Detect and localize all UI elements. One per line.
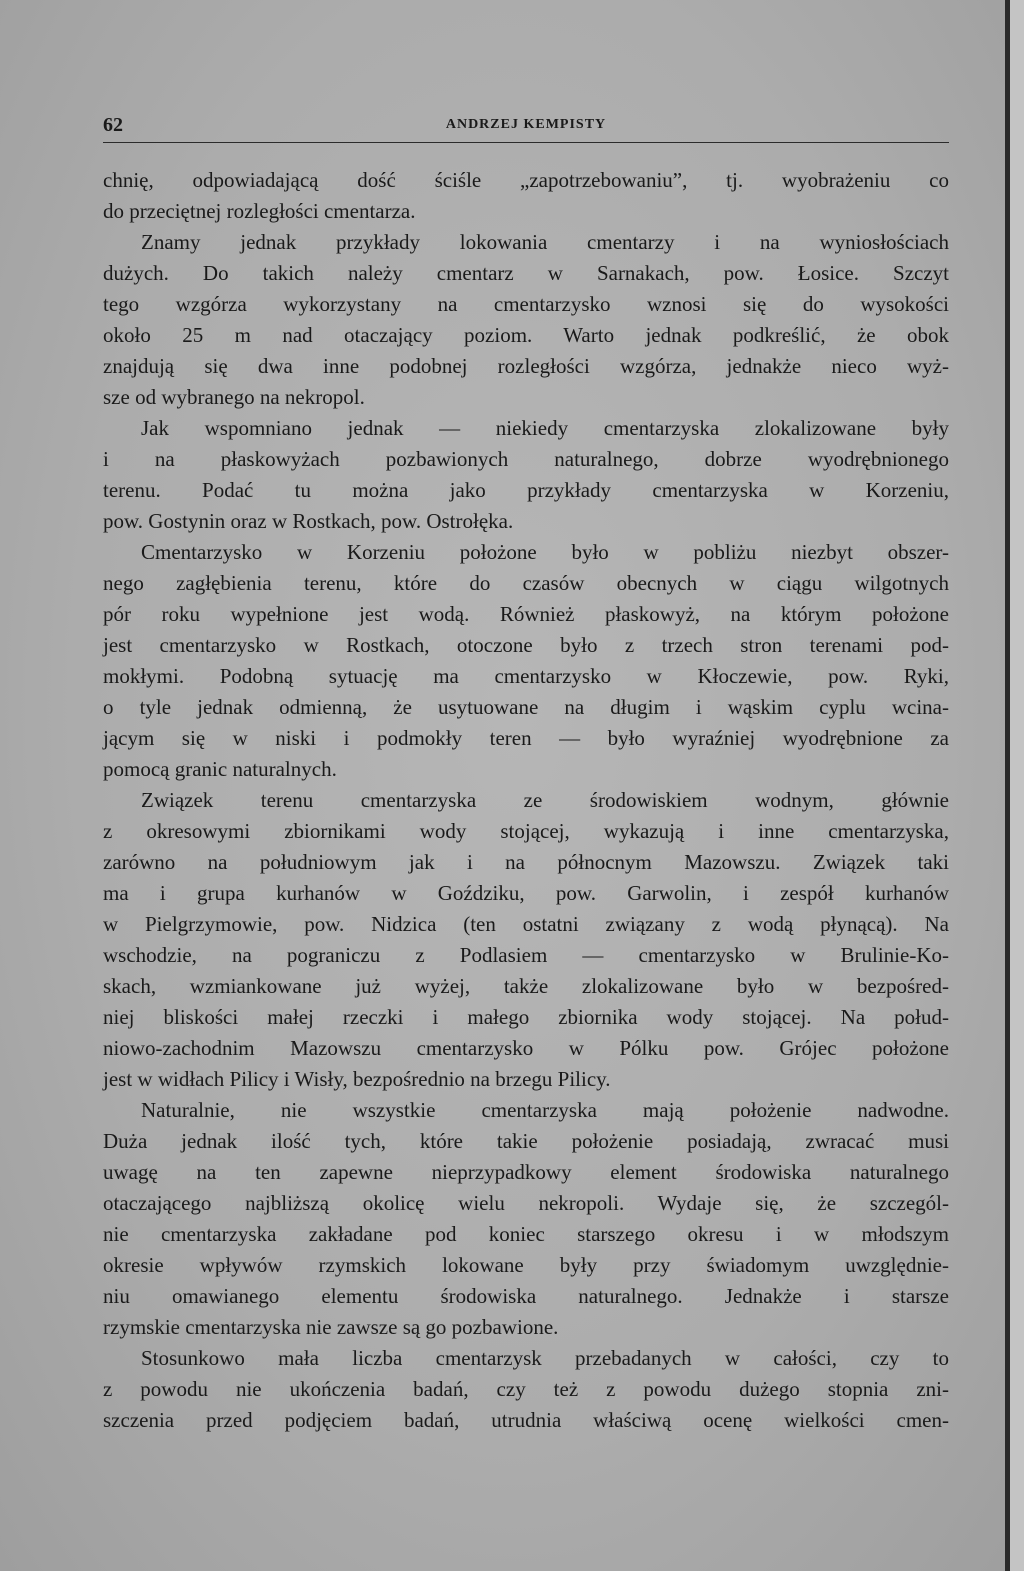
text-line: pow. Gostynin oraz w Rostkach, pow. Ostrołęka. [103, 509, 514, 533]
text-line: z powodu nie ukończenia badań, czy też z powodu dużego stopnia zni- [103, 1377, 949, 1401]
text-line: zarówno na południowym jak i na północnym Mazowszu. Związek taki [103, 850, 949, 874]
text-line: z okresowymi zbiornikami wody stojącej, wykazują i inne cmentarzyska, [103, 819, 949, 843]
text-line: ma i grupa kurhanów w Goździku, pow. Garwolin, i zespół kurhanów [103, 881, 949, 905]
page-edge-margin [1010, 0, 1024, 1571]
text-line: skach, wzmiankowane już wyżej, także zlokalizowane było w bezpośred- [103, 974, 949, 998]
page-header [103, 112, 949, 143]
text-line: dużych. Do takich należy cmentarz w Sarnakach, pow. Łosice. Szczyt [103, 261, 949, 285]
text-line: mokłymi. Podobną sytuację ma cmentarzysko w Kłoczewie, pow. Ryki, [103, 664, 949, 688]
text-line: w Pielgrzymowie, pow. Nidzica (ten ostatni związany z wodą płynącą). Na [103, 912, 949, 936]
text-line: nie cmentarzyska zakładane pod koniec starszego okresu i w młodszym [103, 1222, 949, 1246]
text-line: terenu. Podać tu można jako przykłady cmentarzyska w Korzeniu, [103, 478, 949, 502]
text-line: rzymskie cmentarzyska nie zawsze są go pozbawione. [103, 1315, 559, 1339]
text-line: niowo-zachodnim Mazowszu cmentarzysko w Pólku pow. Grójec położone [103, 1036, 949, 1060]
text-line: pór roku wypełnione jest wodą. Również płaskowyż, na którym położone [103, 602, 949, 626]
running-head: ANDRZEJ KEMPISTY [445, 117, 607, 132]
text-line: Związek terenu cmentarzyska ze środowiskiem wodnym, głównie [141, 788, 949, 812]
text-line: Cmentarzysko w Korzeniu położone było w pobliżu niezbyt obszer- [141, 540, 949, 564]
text-line: niu omawianego elementu środowiska naturalnego. Jednakże i starsze [103, 1284, 949, 1308]
text-line: otaczającego najbliższą okolicę wielu nekropoli. Wydaje się, że szczegól- [103, 1191, 949, 1215]
text-line: znajdują się dwa inne podobnej rozległości wzgórza, jednakże nieco wyż- [103, 354, 949, 378]
text-line: jest cmentarzysko w Rostkach, otoczone było z trzech stron terenami pod- [103, 633, 949, 657]
text-line: Duża jednak ilość tych, które takie położenie posiadają, zwracać musi [103, 1129, 949, 1153]
text-line: Znamy jednak przykłady lokowania cmentarzy i na wyniosłościach [141, 230, 949, 254]
text-line: nego zagłębienia terenu, które do czasów obecnych w ciągu wilgotnych [103, 571, 949, 595]
text-line: i na płaskowyżach pozbawionych naturalnego, dobrze wyodrębnionego [103, 447, 949, 471]
text-line: o tyle jednak odmienną, że usytuowane na długim i wąskim cyplu wcina- [103, 695, 949, 719]
text-line: Stosunkowo mała liczba cmentarzysk przebadanych w całości, czy to [141, 1346, 949, 1370]
page-number: 62 [103, 114, 123, 136]
text-line: wschodzie, na pograniczu z Podlasiem — cmentarzysko w Brulinie-Ko- [103, 943, 949, 967]
text-line: niej bliskości małej rzeczki i małego zbiornika wody stojącej. Na połud- [103, 1005, 949, 1029]
text-line: tego wzgórza wykorzystany na cmentarzysko wznosi się do wysokości [103, 292, 949, 316]
text-line: około 25 m nad otaczający poziom. Warto jednak podkreślić, że obok [103, 323, 949, 347]
text-line: do przeciętnej rozległości cmentarza. [103, 199, 416, 223]
text-line: jącym się w niski i podmokły teren — było wyraźniej wyodrębnione za [103, 726, 949, 750]
text-line: sze od wybranego na nekropol. [103, 385, 365, 409]
text-line: Jak wspomniano jednak — niekiedy cmentarzyska zlokalizowane były [141, 416, 949, 440]
text-line: szczenia przed podjęciem badań, utrudnia właściwą ocenę wielkości cmen- [103, 1408, 949, 1432]
body-text [103, 165, 949, 1436]
text-line: Naturalnie, nie wszystkie cmentarzyska mają położenie nadwodne. [141, 1098, 949, 1122]
text-line: okresie wpływów rzymskich lokowane były przy świadomym uwzględnie- [103, 1253, 949, 1277]
text-line: pomocą granic naturalnych. [103, 757, 337, 781]
text-line: uwagę na ten zapewne nieprzypadkowy element środowiska naturalnego [103, 1160, 949, 1184]
text-line: chnię, odpowiadającą dość ściśle „zapotrzebowaniu”, tj. wyobrażeniu co [103, 168, 949, 192]
text-line: jest w widłach Pilicy i Wisły, bezpośrednio na brzegu Pilicy. [103, 1067, 611, 1091]
